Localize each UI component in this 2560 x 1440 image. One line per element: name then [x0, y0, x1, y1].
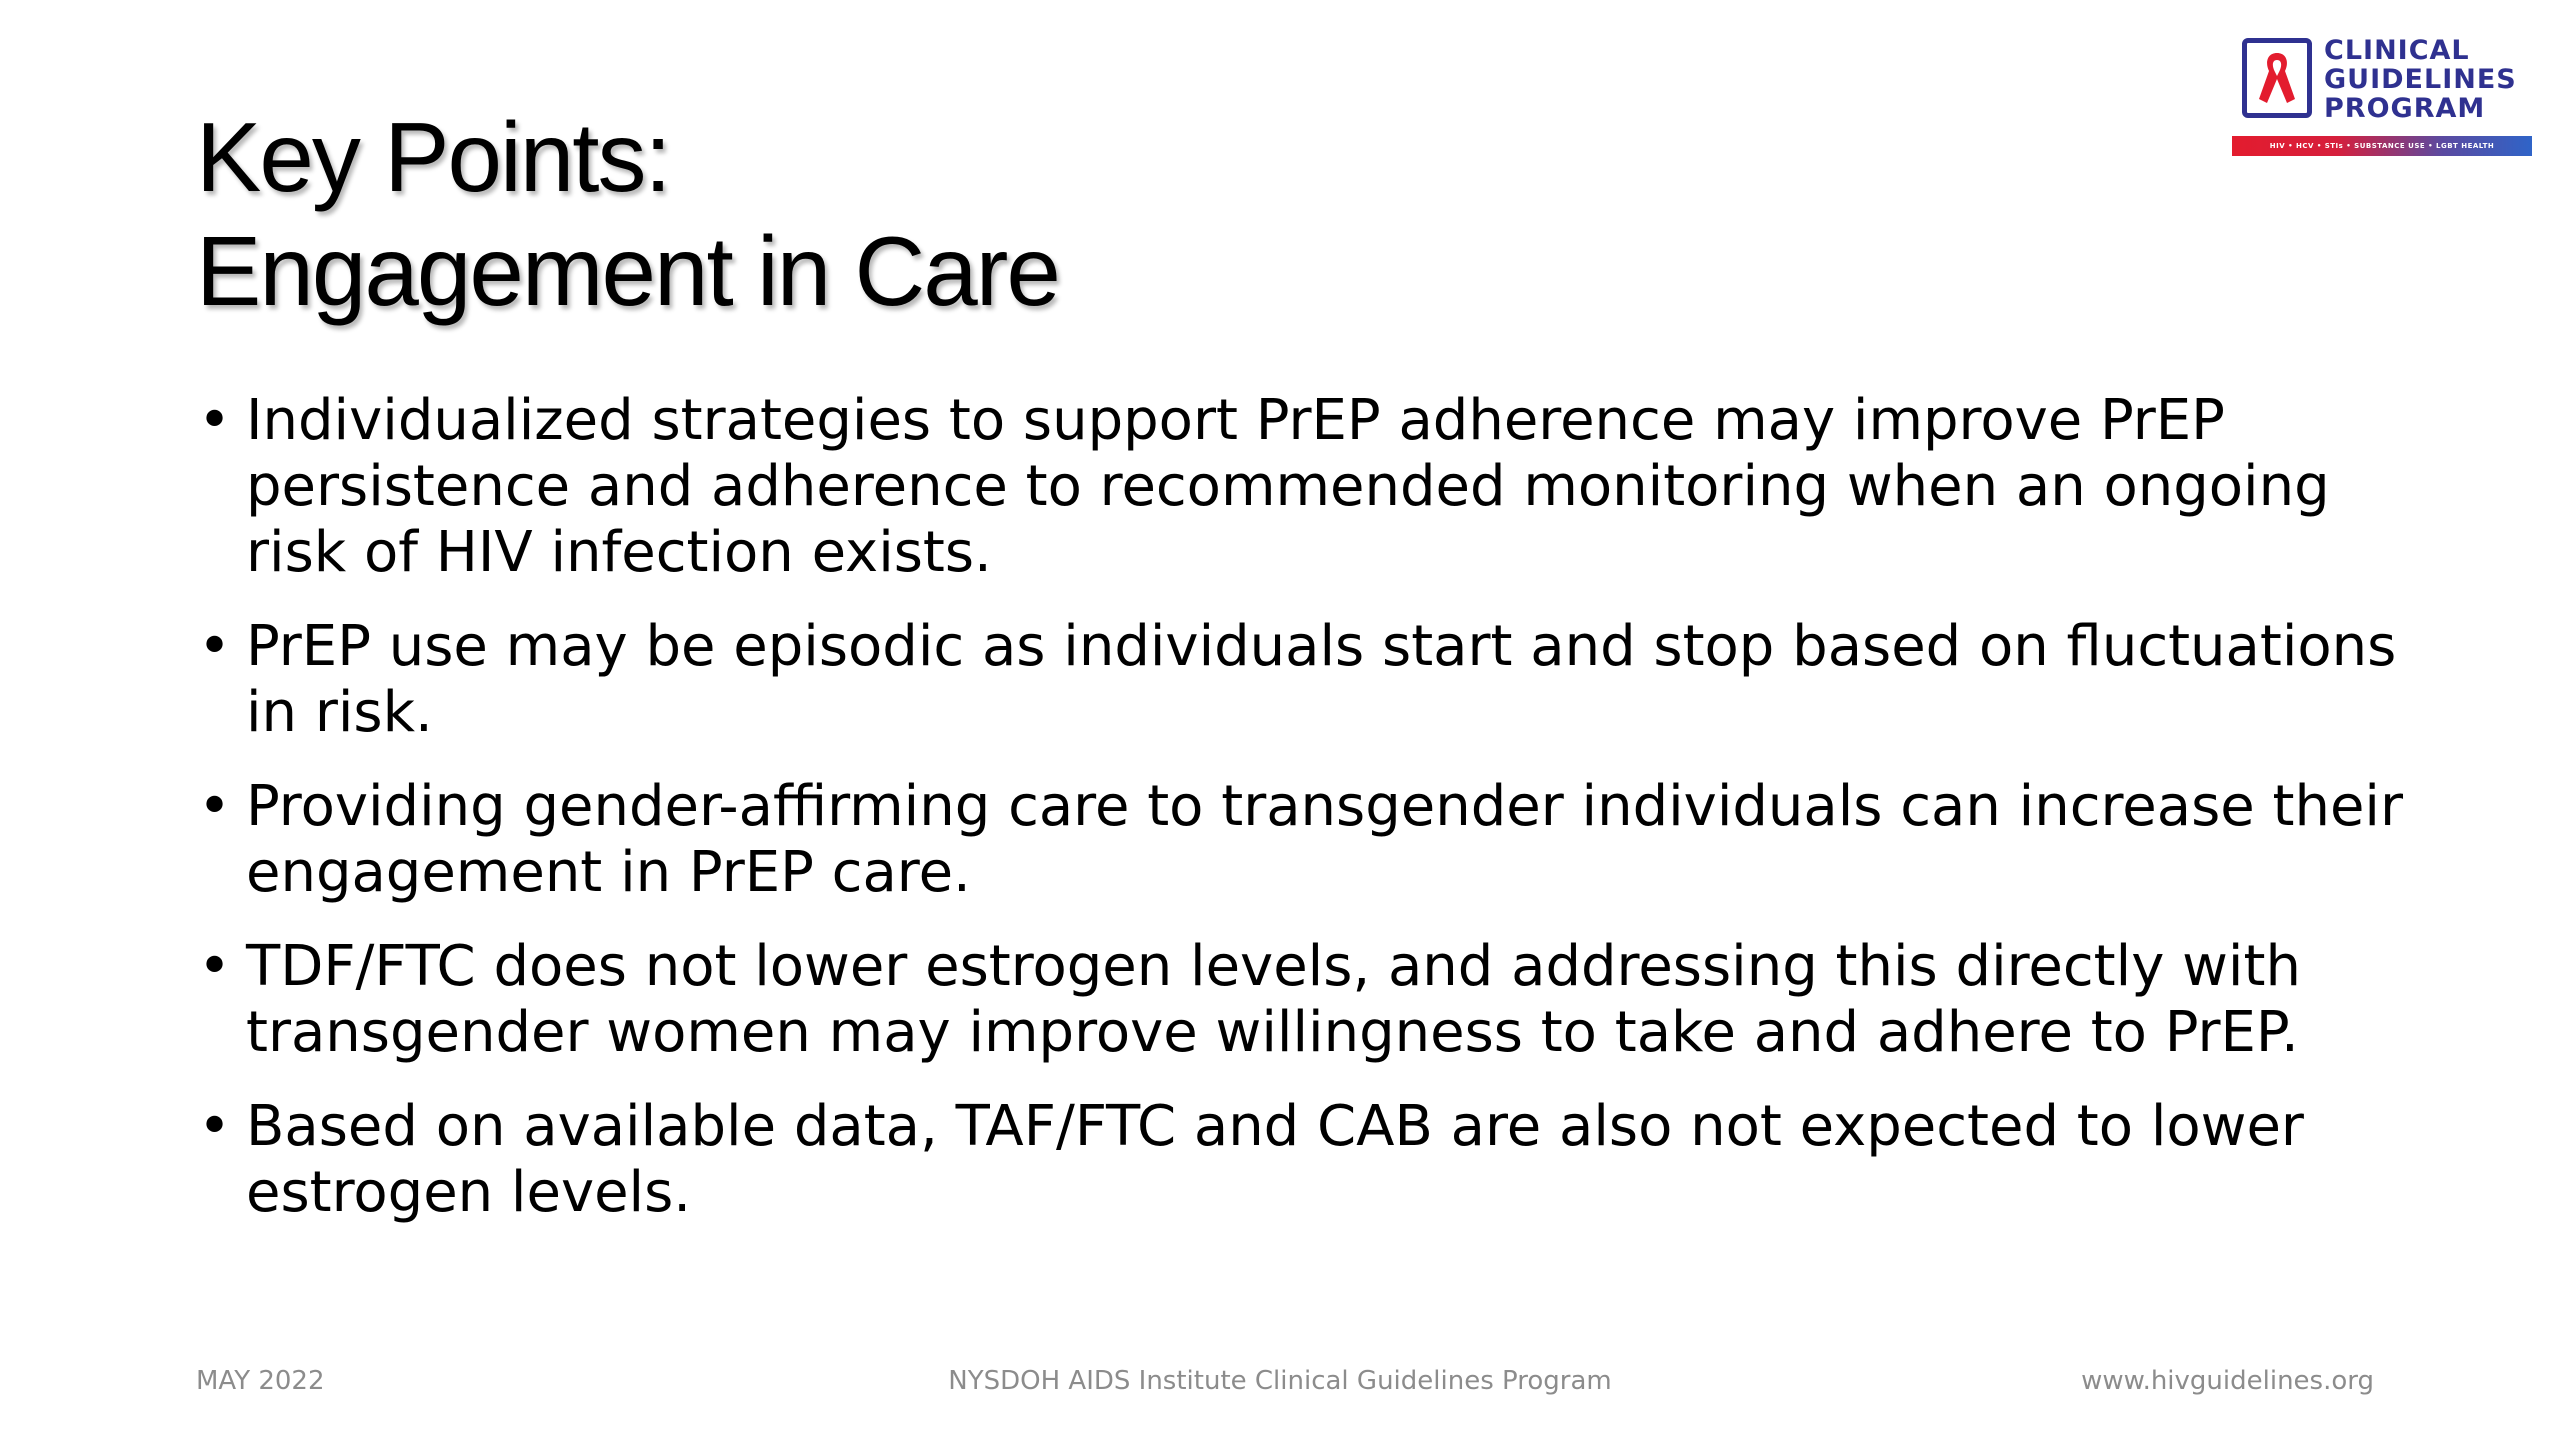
list-item-text: Individualized strategies to support PrEP adherence may improve PrEP persistence and adherence to recommended monitoring when an ongoing risk of HIV infection exists. — [246, 388, 2330, 585]
bullet-icon: • — [198, 774, 232, 839]
red-ribbon-icon — [2255, 49, 2299, 109]
logo-tagline: HIV • HCV • STIs • SUBSTANCE USE • LGBT HEALTH — [2269, 142, 2495, 150]
footer-url: www.hivguidelines.org — [2081, 1366, 2374, 1396]
slide-title-line-1: Key Points: — [196, 102, 670, 212]
list-item-text: PrEP use may be episodic as individuals start and stop based on fluctuations in risk. — [246, 614, 2397, 745]
list-item — [196, 774, 2416, 906]
logo-line-1: CLINICAL — [2324, 35, 2470, 66]
list-item-text: Providing gender-affirming care to transgender individuals can increase their engagement in PrEP care. — [246, 774, 2403, 905]
bullet-icon: • — [198, 1094, 232, 1159]
logo-line-2: GUIDELINES — [2324, 64, 2517, 95]
footer-program: NYSDOH AIDS Institute Clinical Guidelines Program — [948, 1366, 1612, 1396]
logo-ribbon-box — [2242, 38, 2312, 118]
clinical-guidelines-program-logo — [2232, 35, 2532, 160]
logo-line-3: PROGRAM — [2324, 93, 2486, 124]
bullet-icon: • — [198, 934, 232, 999]
slide-title-line-2: Engagement in Care — [196, 216, 1059, 326]
footer-date: MAY 2022 — [196, 1366, 325, 1396]
slide-title — [196, 100, 1996, 328]
list-item — [196, 388, 2416, 586]
bullet-icon: • — [198, 614, 232, 679]
logo-tagline-bar — [2232, 136, 2532, 156]
list-item — [196, 934, 2416, 1066]
bullet-icon: • — [198, 388, 232, 453]
list-item — [196, 1094, 2416, 1226]
logo-wordmark — [2324, 36, 2517, 123]
list-item — [196, 614, 2416, 746]
key-points-list — [196, 388, 2416, 1254]
list-item-text: TDF/FTC does not lower estrogen levels, and addressing this directly with transgender women may improve willingness to take and adhere to PrEP. — [246, 934, 2301, 1065]
list-item-text: Based on available data, TAF/FTC and CAB are also not expected to lower estrogen levels. — [246, 1094, 2304, 1225]
